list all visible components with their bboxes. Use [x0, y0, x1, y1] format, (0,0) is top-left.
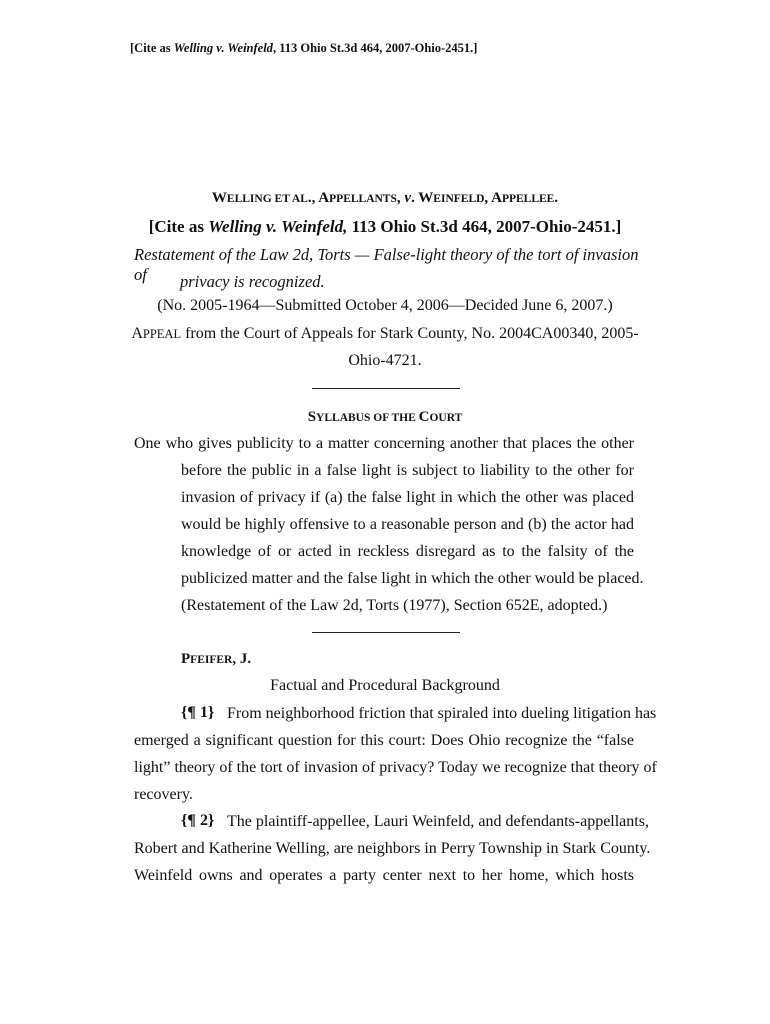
caption-part: v	[404, 190, 412, 206]
docket-line: (No. 2005-1964—Submitted October 4, 2006—Decided June 6, 2007.)	[157, 297, 613, 314]
citation-prefix: [Cite as	[148, 217, 209, 236]
citation-suffix: 113 Ohio St.3d 464, 2007-Ohio-2451.]	[347, 217, 622, 236]
cite-prefix: [Cite as	[130, 41, 174, 55]
paragraph-line: The plaintiff-appellee, Lauri Weinfeld, and defendants-appellants,	[227, 813, 649, 830]
syllabus-line: knowledge of or acted in reckless disregard as to the falsity of the	[181, 543, 634, 560]
caption-part: .	[554, 190, 559, 206]
syllabus-line: One who gives publicity to a matter concerning another that places the other	[134, 435, 634, 452]
caption-part: ELLING ET AL	[226, 193, 308, 205]
caption-part: . W	[411, 190, 434, 206]
syllabus-line: invasion of privacy if (a) the false light in which the other was placed	[181, 489, 634, 506]
citation-block	[0, 217, 770, 237]
appeal-line-1	[0, 325, 770, 343]
appeal-initial: A	[131, 325, 143, 342]
cite-suffix: , 113 Ohio St.3d 464, 2007-Ohio-2451.]	[272, 41, 478, 55]
syllabus-line: before the public in a false light is subject to liability to the other for	[181, 462, 634, 479]
caption-part: EINFELD	[433, 193, 485, 205]
syllabus-heading-part: S	[307, 409, 317, 425]
divider-rule	[312, 632, 460, 633]
paragraph-1-number: {¶ 1}	[181, 704, 215, 721]
judge-initial: P	[181, 651, 191, 667]
syllabus-heading-part: OURT	[429, 412, 463, 424]
cite-case-name: Welling v. Weinfeld	[173, 41, 273, 55]
syllabus-heading	[0, 409, 770, 426]
caption-part: ,	[396, 190, 405, 206]
syllabus-line: would be highly offensive to a reasonable person and (b) the actor had	[181, 516, 634, 533]
case-caption	[0, 190, 770, 207]
paragraph-line: recovery.	[134, 786, 193, 803]
syllabus-line: publicized matter and the false light in which the other would be placed.	[181, 570, 644, 587]
paragraph-line: light” theory of the tort of invasion of privacy? Today we recognize that theory of	[134, 759, 657, 776]
divider-rule	[312, 388, 460, 389]
caption-part: PPELLANTS	[329, 193, 397, 205]
header-citation	[130, 41, 477, 56]
citation-case: Welling v. Weinfeld,	[208, 217, 348, 236]
restatement-line-1: Restatement of the Law 2d, Torts — False-light theory of the tort of invasion of	[134, 245, 639, 284]
syllabus-heading-part: YLLABUS OF THE	[316, 412, 419, 424]
appeal-smallcaps: PPEAL	[142, 327, 182, 341]
judge-suffix: , J.	[232, 651, 252, 667]
appeal-line-2: Ohio-4721.	[348, 352, 422, 369]
caption-part: W	[211, 190, 227, 206]
paragraph-line: Weinfeld owns and operates a party center next to her home, which hosts	[134, 867, 634, 884]
paragraph-2-number: {¶ 2}	[181, 812, 215, 829]
paragraph-line: From neighborhood friction that spiraled into dueling litigation has	[227, 705, 657, 722]
paragraph-line: Robert and Katherine Welling, are neighbors in Perry Township in Stark County.	[134, 840, 651, 857]
section-heading: Factual and Procedural Background	[270, 677, 500, 694]
judge-name	[181, 650, 251, 668]
restatement-line-2: privacy is recognized.	[180, 272, 325, 291]
caption-part: ., A	[307, 190, 330, 206]
syllabus-heading-part: C	[418, 409, 430, 425]
syllabus-line: (Restatement of the Law 2d, Torts (1977), Section 652E, adopted.)	[181, 597, 608, 614]
appeal-text: from the Court of Appeals for Stark County, No. 2004CA00340, 2005-	[181, 325, 639, 342]
paragraph-line: emerged a significant question for this court: Does Ohio recognize the “false	[134, 732, 634, 749]
caption-part: PPELLEE	[501, 193, 555, 205]
judge-smallcaps: FEIFER	[190, 654, 233, 666]
caption-part: , A	[484, 190, 502, 206]
